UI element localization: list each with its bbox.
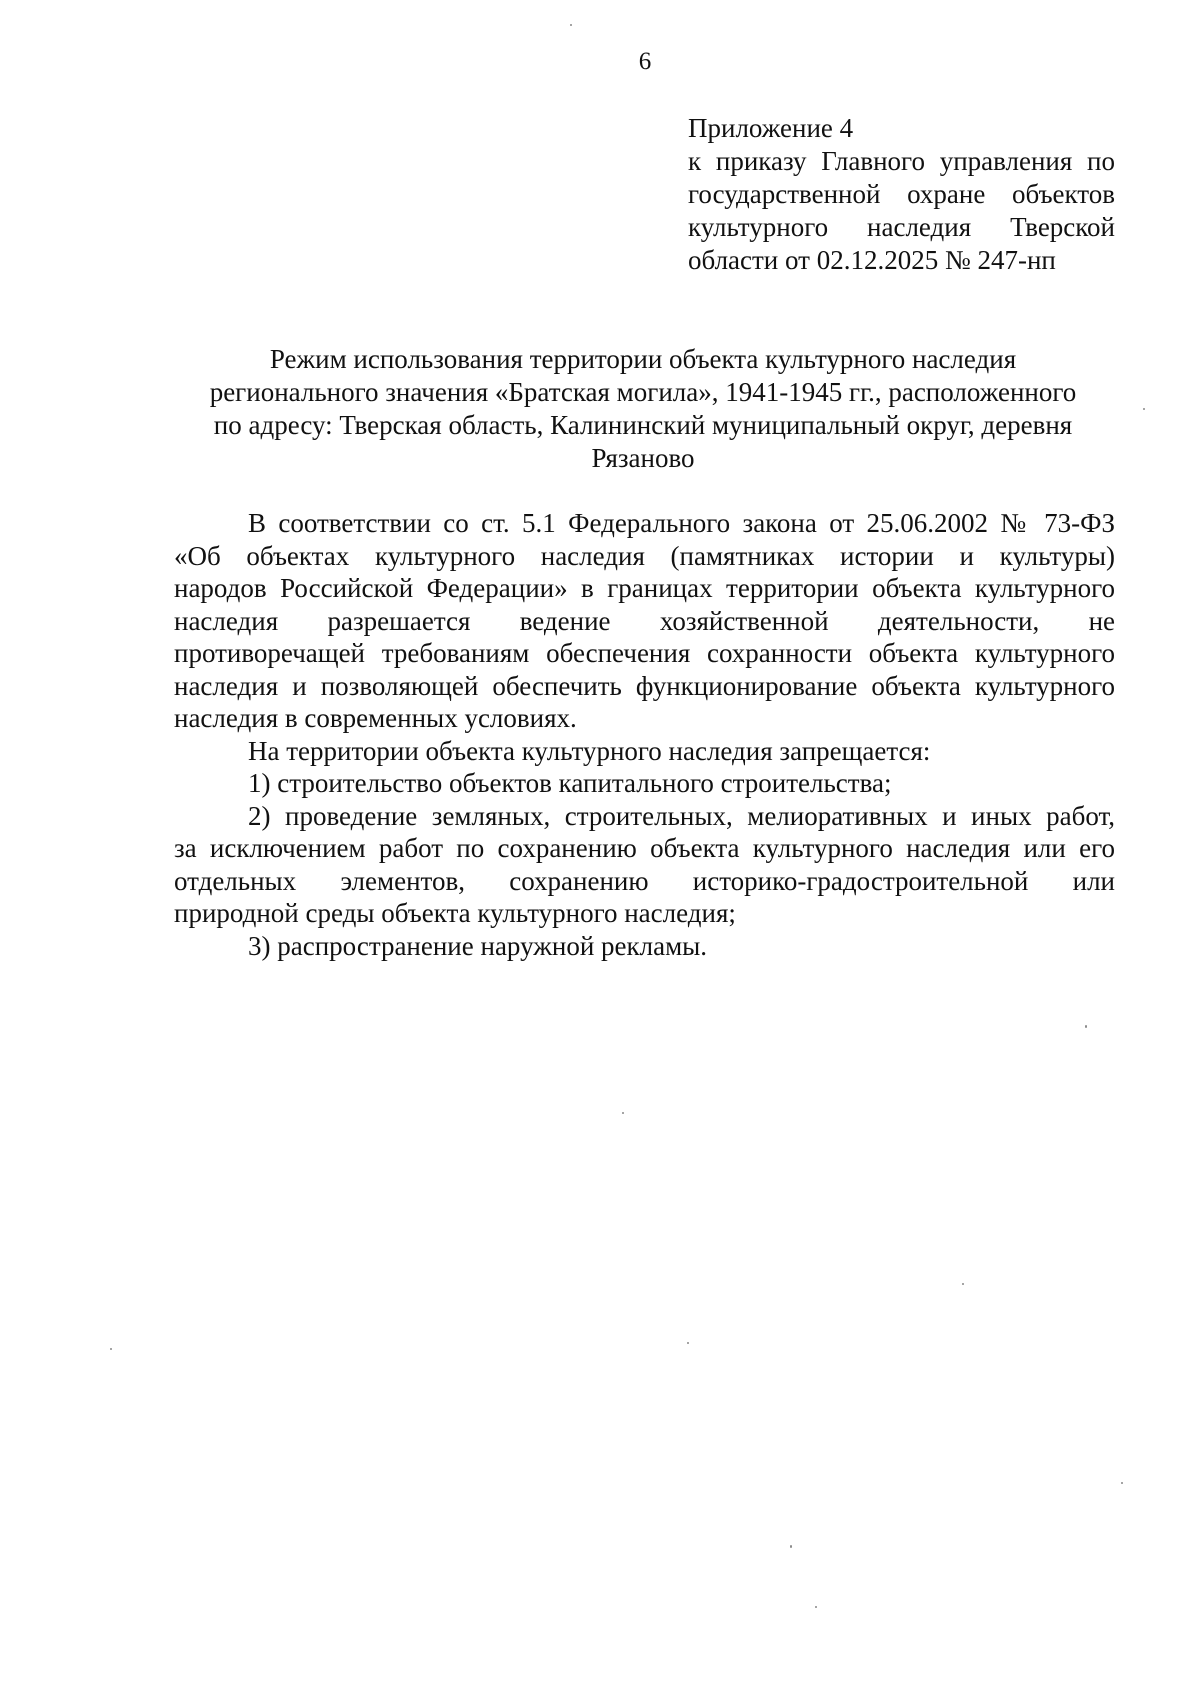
body-line: наследия и позволяющей обеспечить функционирование объекта культурного — [174, 670, 1115, 701]
paragraph-legal-basis — [174, 507, 1115, 735]
scan-speck — [570, 24, 572, 26]
scan-speck — [687, 1342, 689, 1344]
scan-speck — [1143, 408, 1145, 410]
body-line: противоречащей требованиям обеспечения сохранности объекта культурного — [174, 638, 1115, 668]
appendix-line: государственной охране объектов — [688, 179, 1115, 209]
document-body — [174, 507, 1115, 962]
appendix-line: области от 02.12.2025 № 247-нп — [688, 245, 1056, 275]
body-line: «Об объектах культурного наследия (памятниках истории и культуры) — [174, 540, 1115, 571]
scan-speck — [815, 1606, 817, 1608]
title-line: Рязаново — [591, 443, 695, 473]
prohibited-item-2 — [174, 800, 1115, 930]
scan-speck — [962, 1283, 964, 1285]
appendix-header — [688, 112, 1115, 277]
document-title — [172, 343, 1114, 475]
body-line: 2) проведение земляных, строительных, мелиоративных и иных работ, — [248, 800, 1115, 831]
body-line: отдельных элементов, сохранению историко-градостроительной или — [174, 865, 1115, 896]
scan-speck — [1121, 1482, 1123, 1484]
prohibited-intro: На территории объекта культурного наследия запрещается: — [248, 735, 931, 766]
scan-speck — [110, 1348, 112, 1350]
body-line: природной среды объекта культурного наследия; — [174, 898, 736, 928]
body-line: за исключением работ по сохранению объекта культурного наследия или его — [174, 833, 1115, 863]
body-line: наследия разрешается ведение хозяйственной деятельности, не — [174, 605, 1115, 636]
body-line: В соответствии со ст. 5.1 Федерального закона от 25.06.2002 № 73-ФЗ — [248, 508, 1115, 538]
appendix-line: культурного наследия Тверской — [688, 212, 1115, 242]
title-line: Режим использования территории объекта культурного наследия — [269, 344, 1017, 374]
scan-speck — [790, 1545, 792, 1548]
title-line: регионального значения «Братская могила», 1941-1945 гг., расположенного — [209, 377, 1077, 407]
body-line: народов Российской Федерации» в границах территории объекта культурного — [174, 573, 1115, 603]
prohibited-item-1: 1) строительство объектов капитального строительства; — [248, 768, 892, 798]
page-number: 6 — [638, 48, 652, 75]
scan-speck — [1085, 1025, 1087, 1028]
title-line: по адресу: Тверская область, Калининский муниципальный округ, деревня — [213, 410, 1073, 440]
scan-speck — [622, 1112, 624, 1114]
appendix-line: к приказу Главного управления по — [688, 146, 1115, 176]
body-line: наследия в современных условиях. — [174, 703, 577, 733]
prohibited-item-3: 3) распространение наружной рекламы. — [248, 930, 708, 961]
appendix-line: Приложение 4 — [688, 113, 854, 143]
